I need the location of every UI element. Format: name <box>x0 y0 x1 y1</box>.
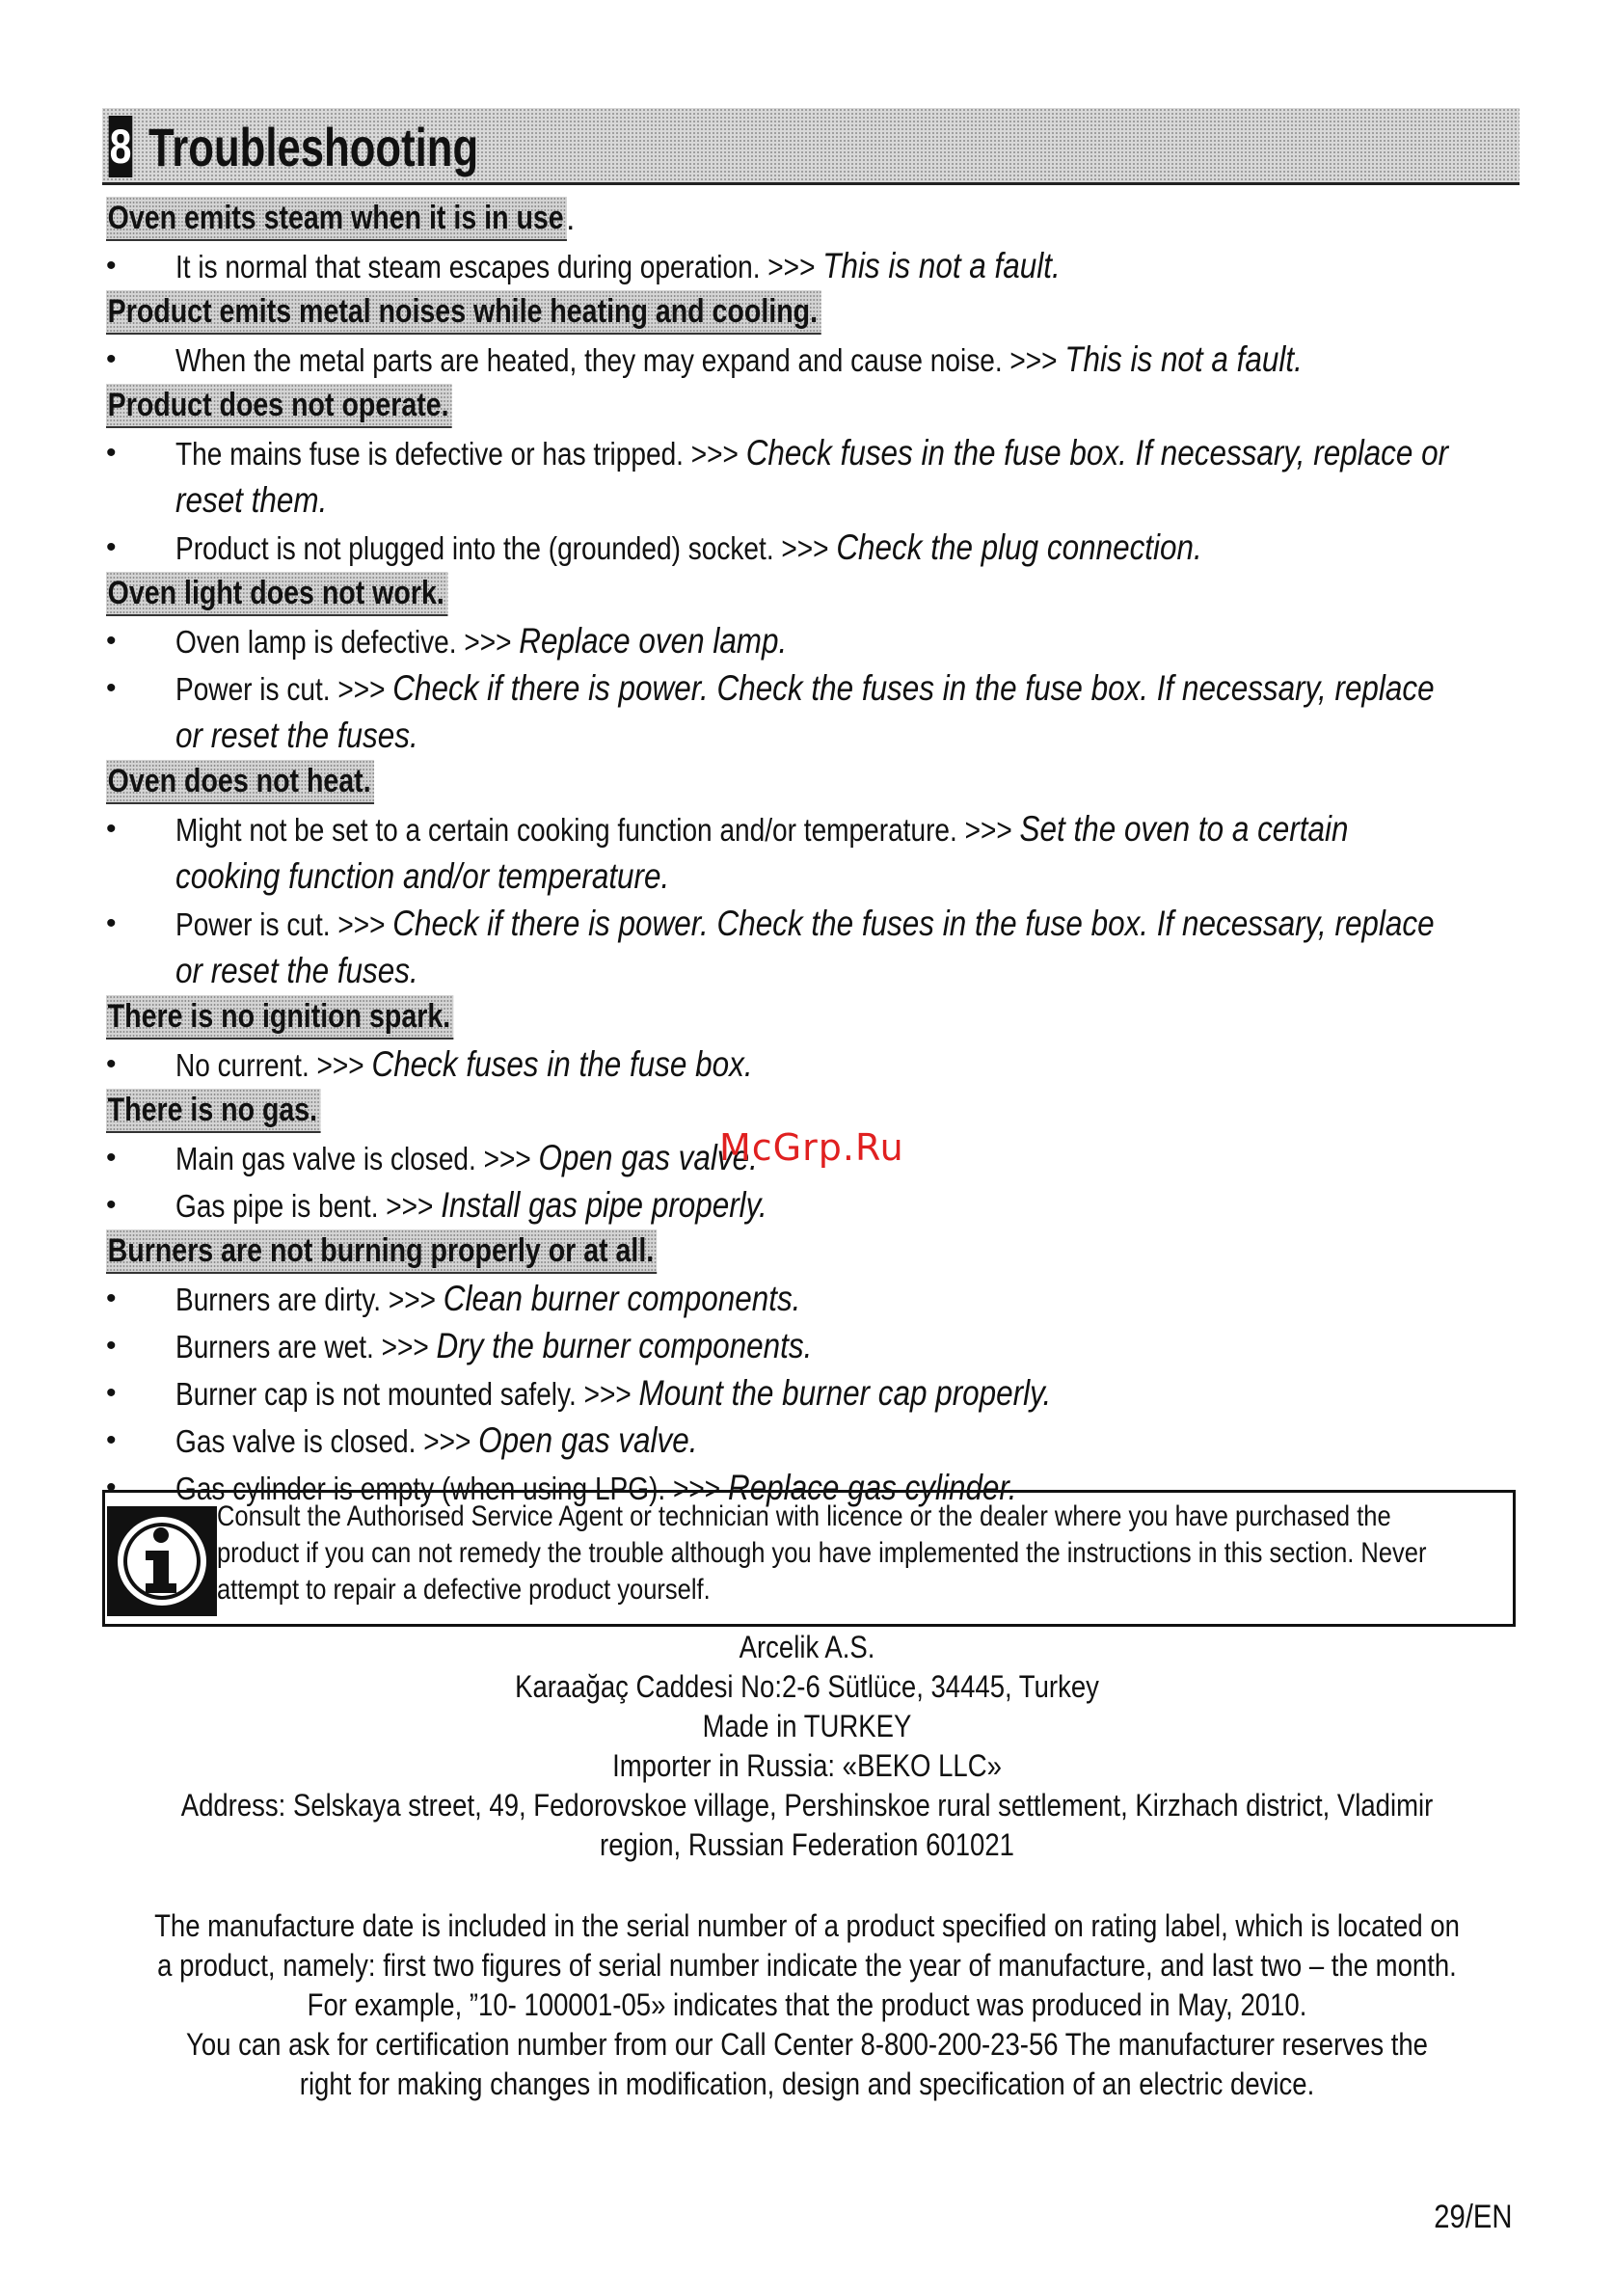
item-text <box>175 1370 1454 1418</box>
bullet-icon: • <box>106 1142 117 1174</box>
list-item <box>106 665 1523 760</box>
manufacturer-address: Karaağaç Caddesi No:2-6 Sütlüce, 34445, Turkey <box>515 1669 1099 1704</box>
list-item <box>106 806 1523 901</box>
bullet-icon: • <box>106 1424 117 1456</box>
item-text <box>175 1276 1454 1323</box>
bullet-icon: • <box>106 1048 117 1080</box>
problem-heading: There is no ignition spark. <box>106 995 454 1040</box>
item-text <box>175 525 1454 572</box>
bullet-icon: • <box>106 1472 117 1503</box>
cause-text: Might not be set to a certain cooking function and/or temperature. >>> <box>175 812 1020 848</box>
item-text <box>175 1418 1454 1465</box>
cause-text: Burners are dirty. >>> <box>175 1282 444 1317</box>
item-text <box>175 243 1454 290</box>
problem-heading-row <box>106 760 1523 806</box>
bullet-icon: • <box>106 625 117 657</box>
footnote-line: You can ask for certification number from our Call Center 8-800-200-23-56 The manufacturer reserves the <box>186 2027 1428 2062</box>
item-text <box>175 665 1454 760</box>
list-item <box>106 1041 1523 1089</box>
item-text <box>175 337 1454 384</box>
footnote-line: right for making changes in modification, design and specification of an electric device. <box>299 2066 1315 2101</box>
remedy-text: Check fuses in the fuse box. <box>371 1044 753 1084</box>
cause-text: No current. >>> <box>175 1047 372 1083</box>
bullet-icon: • <box>106 1330 117 1362</box>
item-text <box>175 1323 1454 1370</box>
watermark: McGrp.Ru <box>719 1126 904 1169</box>
cause-text: When the metal parts are heated, they may expand and cause noise. >>> <box>175 342 1065 378</box>
cause-text: Gas valve is closed. >>> <box>175 1423 479 1459</box>
cause-text: Burner cap is not mounted safely. >>> <box>175 1376 639 1412</box>
cause-text: Product is not plugged into the (grounded) socket. >>> <box>175 530 837 566</box>
footnote-line: The manufacture date is included in the serial number of a product specified on rating label, which is located on <box>154 1908 1460 1943</box>
bullet-icon: • <box>106 1283 117 1314</box>
section-number: 8 <box>109 116 133 177</box>
problem-heading: Burners are not burning properly or at all. <box>106 1229 658 1274</box>
remedy-text: This is not a fault. <box>822 246 1061 285</box>
bullet-icon: • <box>106 531 117 563</box>
problem-heading: Oven does not heat. <box>106 760 374 804</box>
remedy-text: Replace oven lamp. <box>519 621 788 661</box>
list-item <box>106 618 1523 665</box>
item-text <box>175 806 1454 901</box>
problem-heading-row <box>106 197 1523 243</box>
info-note-text <box>217 1499 1512 1608</box>
importer-address-cont: region, Russian Federation 601021 <box>600 1827 1014 1862</box>
problem-heading: Oven light does not work. <box>106 572 447 616</box>
problem-heading: There is no gas. <box>106 1089 320 1133</box>
manufacturer-name: Arcelik A.S. <box>739 1630 875 1664</box>
remedy-text: Replace gas cylinder. <box>727 1468 1017 1507</box>
remedy-text: This is not a fault. <box>1064 339 1303 379</box>
problem-heading: Product does not operate. <box>106 384 452 428</box>
remedy-text: Set the oven to a certain cooking function and/or temperature. <box>175 809 1349 896</box>
problem-heading: Product emits metal noises while heating and cooling. <box>106 290 820 335</box>
info-note-box <box>102 1490 1516 1627</box>
remedy-text: Check if there is power. Check the fuses in the fuse box. If necessary, replace or reset the fuses. <box>175 668 1435 755</box>
remedy-text: Dry the burner components. <box>436 1326 813 1365</box>
manufacture-date-note <box>0 1906 1614 2104</box>
bullet-icon: • <box>106 813 117 845</box>
bullet-icon: • <box>106 437 117 469</box>
problem-heading-row <box>106 290 1523 337</box>
item-text <box>175 901 1454 995</box>
list-item <box>106 1323 1523 1370</box>
list-item <box>106 243 1523 290</box>
made-in: Made in TURKEY <box>702 1709 912 1743</box>
item-text <box>175 618 1454 665</box>
bullet-icon: • <box>106 1189 117 1221</box>
manufacturer-info <box>0 1628 1614 1865</box>
item-text <box>175 430 1454 525</box>
cause-text: Power is cut. >>> <box>175 906 393 942</box>
remedy-text: Mount the burner cap properly. <box>638 1373 1052 1413</box>
list-item <box>106 1276 1523 1323</box>
cause-text: Burners are wet. >>> <box>175 1329 437 1364</box>
list-item <box>106 430 1523 525</box>
bullet-icon: • <box>106 250 117 282</box>
cause-text: Gas pipe is bent. >>> <box>175 1188 442 1224</box>
remedy-text: Install gas pipe properly. <box>441 1185 767 1225</box>
list-item <box>106 1370 1523 1418</box>
problem-heading: Oven emits steam when it is in use <box>106 197 567 241</box>
problem-heading-row <box>106 1229 1523 1276</box>
cause-text: Oven lamp is defective. >>> <box>175 624 520 660</box>
list-item <box>106 337 1523 384</box>
section-title: Troubleshooting <box>148 117 479 177</box>
importer: Importer in Russia: «BEKO LLC» <box>612 1748 1002 1783</box>
remedy-text: Check if there is power. Check the fuses in the fuse box. If necessary, replace or reset the fuses. <box>175 904 1435 990</box>
problem-heading-row <box>106 572 1523 618</box>
bullet-icon: • <box>106 672 117 704</box>
importer-address: Address: Selskaya street, 49, Fedorovskoe village, Pershinskoe rural settlement, Kirzhach district, Vladimir <box>180 1788 1434 1823</box>
remedy-text: Open gas valve. <box>538 1138 758 1177</box>
cause-text: Main gas valve is closed. >>> <box>175 1141 539 1176</box>
remedy-text: Check the plug connection. <box>836 527 1202 567</box>
footnote-line: a product, namely: first two figures of serial number indicate the year of manufacture, and last two – the month. <box>157 1948 1457 1983</box>
problem-heading-row <box>106 995 1523 1041</box>
bullet-icon: • <box>106 1377 117 1409</box>
remedy-text: Open gas valve. <box>478 1420 698 1460</box>
bullet-icon: • <box>106 343 117 375</box>
remedy-text: Clean burner components. <box>443 1279 801 1318</box>
page-number: 29/EN <box>1433 2199 1512 2235</box>
cause-text: Gas cylinder is empty (when using LPG). >>> <box>175 1471 728 1506</box>
cause-text: Power is cut. >>> <box>175 671 393 707</box>
list-item <box>106 1418 1523 1465</box>
list-item <box>106 1182 1523 1229</box>
info-note-line: attempt to repair a defective product yourself. <box>217 1574 711 1606</box>
info-icon <box>107 1506 217 1616</box>
cause-text: The mains fuse is defective or has tripped. >>> <box>175 436 746 472</box>
remedy-text: Check fuses in the fuse box. If necessary, replace or reset them. <box>175 433 1449 520</box>
list-item <box>106 525 1523 572</box>
footnote-line: For example, ”10- 100001-05» indicates that the product was produced in May, 2010. <box>307 1987 1307 2022</box>
item-text <box>175 1041 1454 1089</box>
bullet-icon: • <box>106 907 117 939</box>
troubleshooting-list <box>106 197 1523 1512</box>
cause-text: It is normal that steam escapes during operation. >>> <box>175 249 823 284</box>
info-note-line: Consult the Authorised Service Agent or technician with licence or the dealer where you have purchased the <box>217 1500 1391 1532</box>
problem-heading-row <box>106 384 1523 430</box>
info-note-line: product if you can not remedy the trouble although you have implemented the instructions in this section. Never <box>217 1537 1427 1569</box>
list-item <box>106 901 1523 995</box>
heading-trailing: . <box>566 201 576 237</box>
item-text <box>175 1182 1454 1229</box>
